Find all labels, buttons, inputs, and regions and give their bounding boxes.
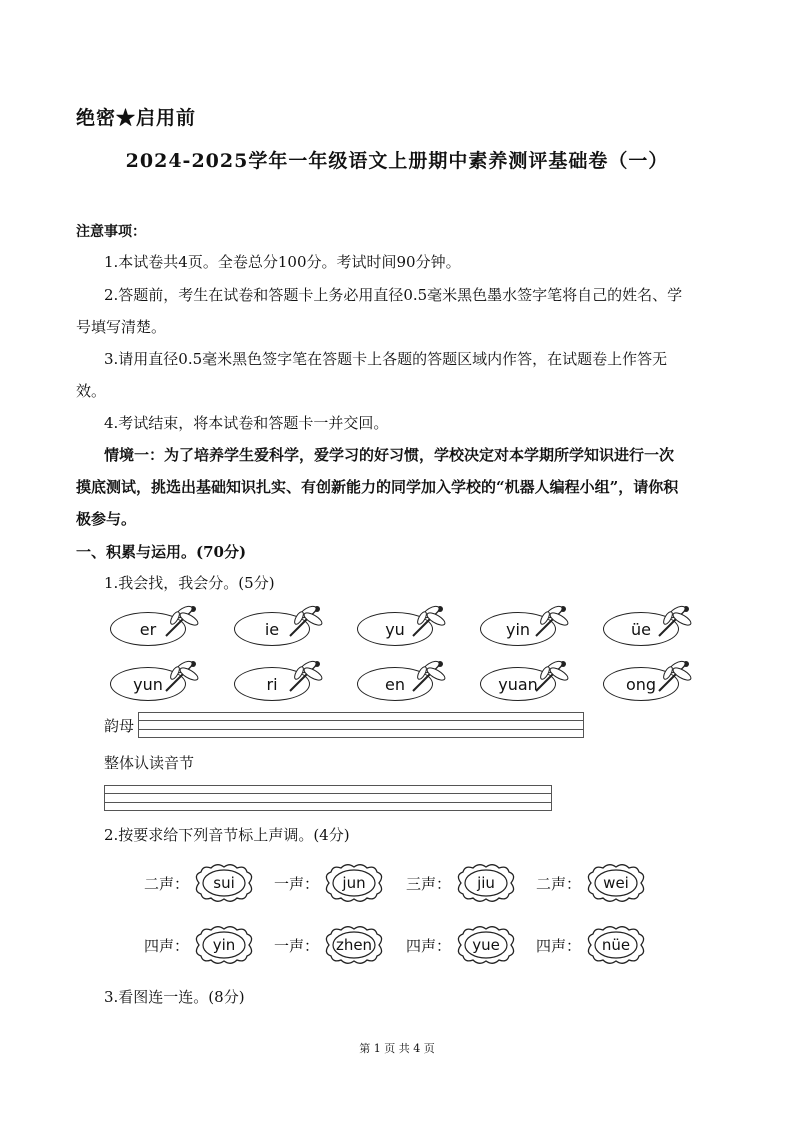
dragonfly-icon	[532, 604, 572, 640]
syllable-flower[interactable]	[583, 863, 649, 903]
syllable-oval	[603, 659, 693, 699]
tone-item	[536, 863, 649, 903]
tone-label: 四声：	[406, 936, 452, 955]
whole-syllables-answer-grid[interactable]	[104, 785, 552, 811]
tone-label: 四声：	[536, 936, 582, 955]
syllable-oval	[480, 659, 570, 699]
syllable-text: jiu	[477, 874, 495, 892]
syllable-flower[interactable]	[321, 863, 387, 903]
tone-item	[144, 863, 257, 903]
syllable-text: ong	[603, 667, 679, 701]
syllable-oval	[234, 659, 324, 699]
notice-item-3: 3.请用直径0.5毫米黑色签字笔在答题卡上各题的答题区域内作答，在试题卷上作答无	[104, 350, 668, 368]
syllable-text: yuan	[480, 667, 556, 701]
syllable-flower[interactable]	[453, 925, 519, 965]
syllable-oval	[480, 604, 570, 644]
tone-item	[274, 925, 387, 965]
finals-label: 韵母	[104, 717, 135, 735]
tone-label: 四声：	[144, 936, 190, 955]
syllable-text: yin	[480, 612, 556, 646]
page-title: 2024-2025学年一年级语文上册期中素养测评基础卷（一）	[125, 150, 669, 172]
syllable-oval	[357, 659, 447, 699]
syllable-text: er	[110, 612, 186, 646]
dragonfly-icon	[286, 659, 326, 695]
syllable-text: zhen	[335, 936, 373, 954]
dragonfly-icon	[655, 659, 695, 695]
syllable-text: nüe	[601, 936, 631, 954]
syllable-flower[interactable]	[583, 925, 649, 965]
syllable-text: en	[357, 667, 433, 701]
notice-item-3-cont: 效。	[76, 382, 107, 400]
syllable-text: yue	[472, 936, 500, 954]
confidential-mark: 绝密★启用前	[76, 107, 197, 129]
tone-label: 二声：	[536, 874, 582, 893]
syllable-text: yu	[357, 612, 433, 646]
tone-label: 二声：	[144, 874, 190, 893]
scenario-line-1: 情境一：为了培养学生爱科学，爱学习的好习惯，学校决定对本学期所学知识进行一次	[104, 446, 675, 464]
syllable-text: ri	[234, 667, 310, 701]
tone-label: 一声：	[274, 874, 320, 893]
tone-item	[406, 863, 519, 903]
dragonfly-icon	[162, 659, 202, 695]
syllable-text: yun	[110, 667, 186, 701]
syllable-text: yin	[212, 936, 236, 954]
syllable-text: sui	[213, 874, 235, 892]
syllable-text: jun	[342, 874, 366, 892]
scenario-line-2: 摸底测试，挑选出基础知识扎实、有创新能力的同学加入学校的“机器人编程小组”，请你积	[76, 478, 679, 496]
question-2-prompt: 2.按要求给下列音节标上声调。(4分)	[104, 826, 350, 844]
tone-item	[144, 925, 257, 965]
notice-heading: 注意事项：	[76, 224, 146, 240]
tone-item	[274, 863, 387, 903]
question-1-prompt: 1.我会找，我会分。(5分)	[104, 574, 275, 592]
finals-answer-grid[interactable]	[138, 712, 584, 738]
dragonfly-icon	[162, 604, 202, 640]
syllable-oval	[110, 604, 200, 644]
syllable-oval	[110, 659, 200, 699]
notice-item-2: 2.答题前，考生在试卷和答题卡上务必用直径0.5毫米黑色墨水签字笔将自己的姓名、学	[104, 286, 683, 304]
notice-item-4: 4.考试结束，将本试卷和答题卡一并交回。	[104, 414, 389, 432]
syllable-flower[interactable]	[321, 925, 387, 965]
syllable-oval	[357, 604, 447, 644]
dragonfly-icon	[409, 659, 449, 695]
syllable-flower[interactable]	[191, 863, 257, 903]
tone-item	[536, 925, 649, 965]
syllable-text: wei	[603, 874, 629, 892]
dragonfly-icon	[655, 604, 695, 640]
section-1-title: 一、积累与运用。(70分)	[76, 543, 247, 561]
syllable-text: ie	[234, 612, 310, 646]
dragonfly-icon	[532, 659, 572, 695]
dragonfly-icon	[409, 604, 449, 640]
syllable-oval	[234, 604, 324, 644]
notice-item-1: 1.本试卷共4页。全卷总分100分。考试时间90分钟。	[104, 253, 461, 271]
tone-item	[406, 925, 519, 965]
question-3-prompt: 3.看图连一连。(8分)	[104, 988, 245, 1006]
tone-label: 三声：	[406, 874, 452, 893]
page-number: 第 1 页 共 4 页	[359, 1042, 435, 1055]
syllable-flower[interactable]	[191, 925, 257, 965]
notice-item-2-cont: 号填写清楚。	[76, 318, 167, 336]
dragonfly-icon	[286, 604, 326, 640]
syllable-flower[interactable]	[453, 863, 519, 903]
whole-syllables-label: 整体认读音节	[104, 754, 195, 772]
tone-label: 一声：	[274, 936, 320, 955]
syllable-oval	[603, 604, 693, 644]
scenario-line-3: 极参与。	[76, 510, 137, 528]
syllable-text: üe	[603, 612, 679, 646]
